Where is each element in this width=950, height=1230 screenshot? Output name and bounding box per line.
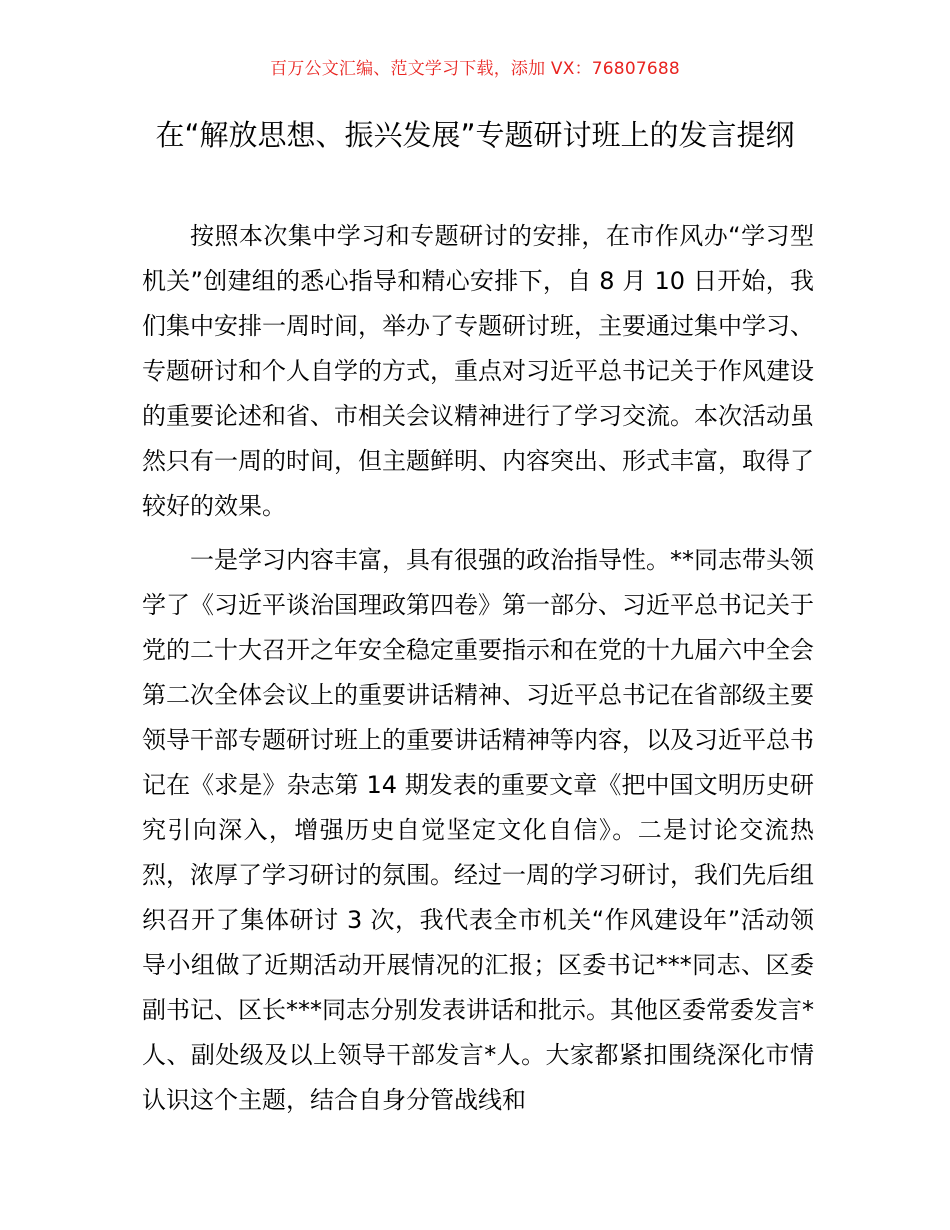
document-body [142,214,814,1132]
header-note: 百万公文汇编、范文学习下载，添加 VX：76807688 [270,59,680,79]
paragraph-intro: 按照本次集中学习和专题研讨的安排，在市作风办“学习型机关”创建组的悉心指导和精心安排下，自 8 月 10 日开始，我们集中安排一周时间，举办了专题研讨班，主要通过集中学习、专题研讨和个人自学的方式，重点对习近平总书记关于作风建设的重要论述和省、市相关会议精神进行了学习交流。本次活动虽然只有一周的时间，但主题鲜明、内容突出、形式丰富，取得了较好的效果。 [142,222,814,520]
paragraph-points: 一是学习内容丰富，具有很强的政治指导性。**同志带头领学了《习近平谈治国理政第四卷》第一部分、习近平总书记关于党的二十大召开之年安全稳定重要指示和在党的十九届六中全会第二次全体会议上的重要讲话精神、习近平总书记在省部级主要领导干部专题研讨班上的重要讲话精神等内容，以及习近平总书记在《求是》杂志第 14 期发表的重要文章《把中国文明历史研究引向深入，增强历史自觉坚定文化自信》。二是讨论交流热烈，浓厚了学习研讨的氛围。经过一周的学习研讨，我们先后组织召开了集体研讨 3 次，我代表全市机关“作风建设年”活动领导小组做了近期活动开展情况的汇报；区委书记***同志、区委副书记、区长***同志分别发表讲话和批示。其他区委常委发言*人、副处级及以上领导干部发言*人。大家都紧扣围绕深化市情认识这个主题，结合自身分管战线和 [142,546,814,1114]
document-title: 在“解放思想、振兴发展”专题研讨班上的发言提纲 [155,118,795,152]
